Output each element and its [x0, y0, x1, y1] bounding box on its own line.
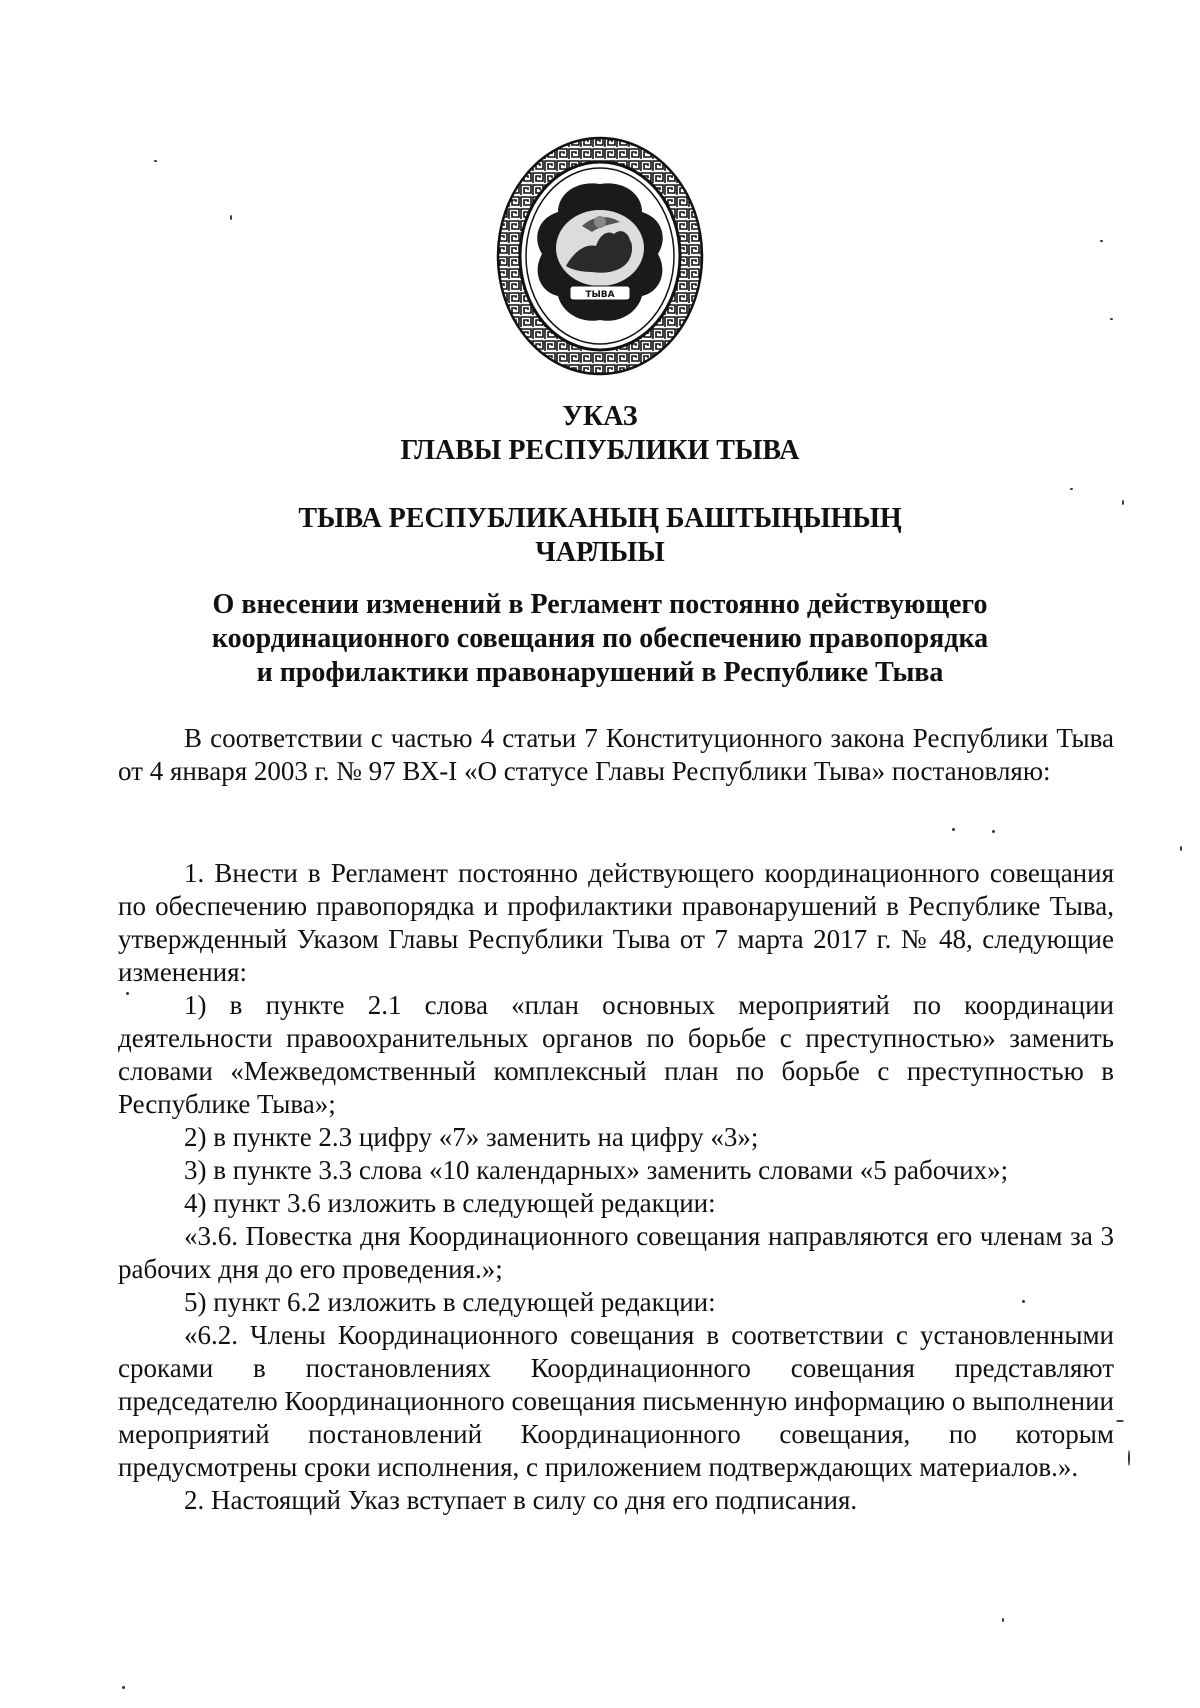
decree-title: УКАЗ	[562, 401, 638, 432]
decree-title-tuvan: ЧАРЛЫЫ	[535, 537, 665, 568]
svg-text:ТЫВА: ТЫВА	[585, 290, 615, 300]
scan-speck	[952, 828, 955, 831]
amendments-list	[118, 989, 1114, 1517]
scan-speck	[992, 830, 995, 833]
preamble-paragraph: В соответствии с частью 4 статьи 7 Конституционного закона Республики Тыва от 4 января 2003 г. № 97 ВХ-I «О статусе Главы Республики Тыва» постановляю:	[118, 723, 1114, 786]
item-1-paragraph: 1. Внести в Регламент постоянно действующего координационного совещания по обеспечению правопорядка и профилактики правонарушений в Республике Тыва, утвержденный Указом Главы Республики Тыва от 7 марта 2017 г. № 48, следующие изменения:	[118, 858, 1114, 987]
list-item: 5) пункт 6.2 изложить в следующей редакции:	[184, 1287, 716, 1317]
list-item: 2) в пункте 2.3 цифру «7» заменить на цифру «3»;	[184, 1122, 759, 1152]
item-2-paragraph: 2. Настоящий Указ вступает в силу со дня его подписания.	[184, 1485, 858, 1515]
scan-speck	[1128, 1450, 1130, 1466]
scan-speck	[126, 992, 129, 995]
decree-issuer-tuvan: ТЫВА РЕСПУБЛИКАНЫҢ БАШТЫҢЫНЫҢ	[298, 503, 902, 534]
scan-speck	[1002, 1618, 1004, 1622]
list-item: 1) в пункте 2.1 слова «план основных мероприятий по координации деятельности правоохранительных органов по борьбе с преступностью» заменить словами «Межведомственный комплексный план по борьбе с преступностью в Республике Тыва»;	[118, 990, 1114, 1119]
list-item: 3) в пункте 3.3 слова «10 календарных» заменить словами «5 рабочих»;	[184, 1155, 1009, 1185]
scan-speck	[1100, 240, 1103, 242]
scan-speck	[1110, 318, 1113, 320]
list-item: 4) пункт 3.6 изложить в следующей редакции:	[184, 1188, 716, 1218]
scan-speck	[1180, 846, 1182, 851]
scan-speck	[230, 215, 232, 220]
document-title	[100, 588, 1100, 690]
scan-speck	[1122, 500, 1124, 505]
document-title-line: и профилактики правонарушений в Республике Тыва	[256, 657, 944, 688]
list-item: «6.2. Члены Координационного совещания в соответствии с установленными сроками в постановлениях Координационного совещания представляют председателю Координационного совещания письменную информацию о выполнении мероприятий постановлений Координационного совещания, по которым предусмотрены сроки исполнения, с приложением подтверждающих материалов.».	[118, 1320, 1114, 1482]
document-title-line: О внесении изменений в Регламент постоянно действующего	[212, 589, 988, 620]
decree-issuer: ГЛАВЫ РЕСПУБЛИКИ ТЫВА	[400, 435, 800, 466]
scan-speck	[122, 1686, 125, 1689]
scan-speck	[154, 160, 157, 162]
coat-of-arms-emblem	[496, 136, 704, 376]
scan-speck	[1022, 1300, 1025, 1303]
list-item: «3.6. Повестка дня Координационного совещания направляются его членам за 3 рабочих дня до его проведения.»;	[118, 1221, 1114, 1284]
scan-speck	[1070, 488, 1073, 490]
scan-speck	[1116, 1420, 1124, 1422]
document-title-line: координационного совещания по обеспечению правопорядка	[211, 623, 989, 654]
emblem-graphic	[496, 136, 704, 376]
